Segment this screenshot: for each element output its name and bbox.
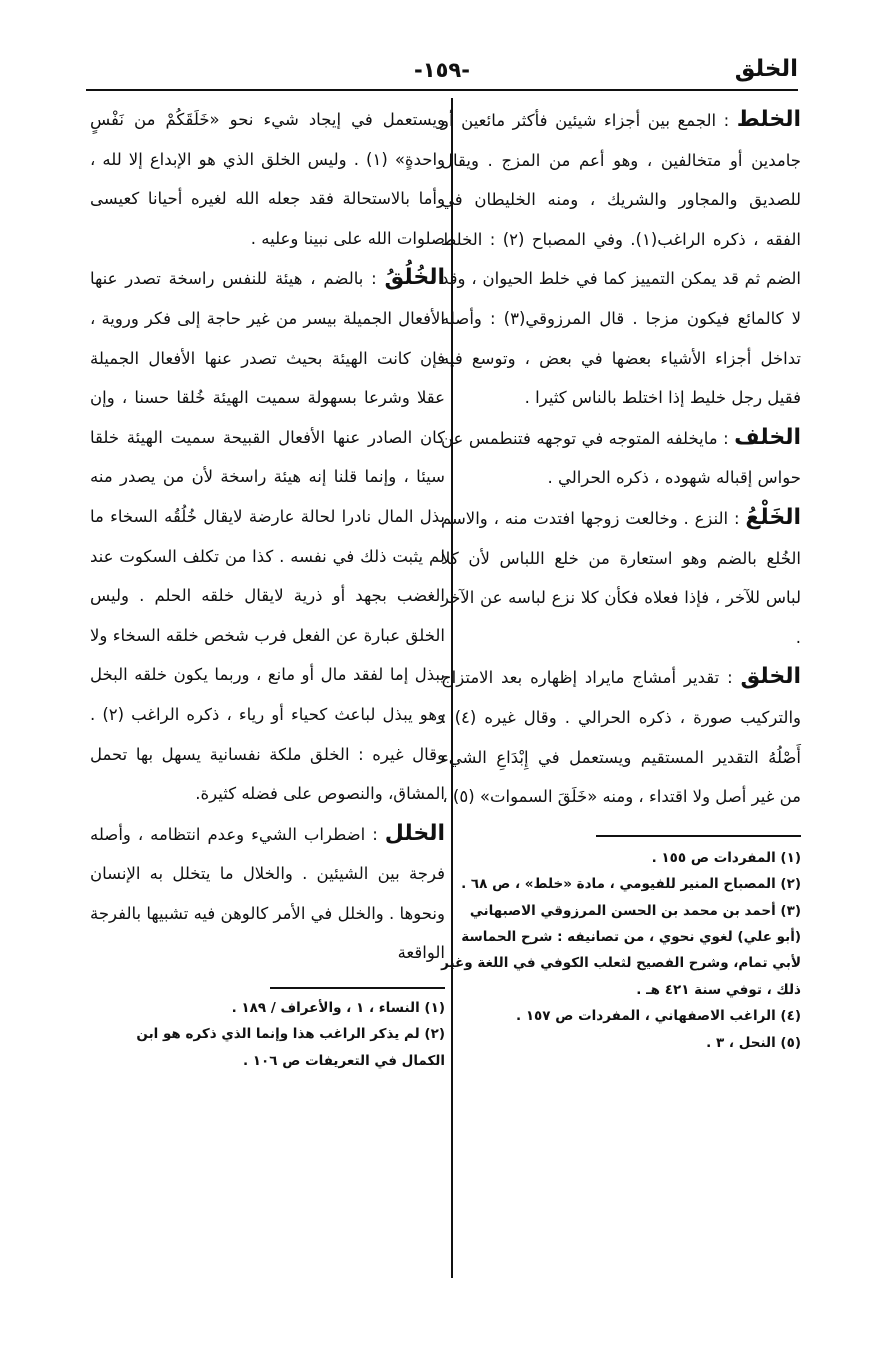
footnote: (١) المفردات ص ١٥٥ . [651, 849, 801, 866]
footnote: (٢) المصباح المنير للفيومي ، مادة «خلط» ، ص ٦٨ . [461, 876, 801, 893]
entry-headword: الخَلْعُ [745, 504, 801, 530]
entry-khalf [441, 418, 801, 498]
entry-khalq-continued [90, 100, 445, 258]
page-header [86, 52, 798, 92]
footnote: (٢) لم يذكر الراغب هذا وإنما الذي ذكره هو ابن الكمال في التعريفات ص ١٠٦ . [136, 1026, 445, 1069]
entry-headword: الخلط [736, 107, 801, 132]
entry-headword: الخُلُقُ [384, 265, 445, 291]
entry-khalt [441, 100, 801, 418]
entry-text: : الجمع بين أجزاء شيئين فأكثر مائعين أو جامدين أو متخالفين ، وهو أعم من المزج . ويقال للصديق والمجاور والشريك ، ومنه الخليطان في الفقه ، ذكره الراغب(١). وفي المصباح (٢) : الخلط الضم ثم قد يمكن التمييز كما في خلط الحيوان ، وقد لا كالمائع فيكون مزجا . قال المرزوقي(٣) : وأصله تداخل أجزاء الأشياء بعضها في بعض ، وتوسع فيه فقيل رجل خليط إذا اختلط بالناس كثيرا . [441, 111, 802, 408]
entry-headword: الخلق [740, 664, 801, 690]
entry-headword: الخلل [384, 820, 445, 846]
footnote-separator [596, 835, 801, 837]
running-head: الخلق [734, 56, 798, 82]
entry-text: : النزع . وخالعت زوجها افتدت منه ، والاسم الخُلع بالضم وهو استعارة من خلع اللباس لأن كلا لباس للآخر ، فإذا فعلاه فكأن كلا نزع لباسه عن الآخر . [441, 508, 801, 647]
entry-text: ويستعمل في إيجاد شيء نحو «خَلَقَكُمْ من نَفْسٍ واحدةٍ» (١) . وليس الخلق الذي هو الإبداع إلا لله ، وأما بالاستحالة فقد جعله الله لغيره أحيانا كعيسى صلوات الله على نبينا وعليه . [90, 110, 445, 248]
entry-text: : بالضم ، هيئة للنفس راسخة تصدر عنها الأفعال الجميلة بيسر من غير حاجة إلى فكر وروية ، فإن كانت الهيئة بحيث تصدر عنها الأفعال الجميلة عقلا وشرعا بسهولة سميت الهيئة خُلقا حسنا ، وإن كان الصادر عنها الأفعال القبيحة سميت الهيئة خلقا سيئا ، وإنما قلنا إنه هيئة راسخة لأن من يصدر منه بذل المال نادرا لحالة عارضة لايقال خُلُقُه السخاء ما لم يثبت ذلك في نفسه . كذا من تكلف السكوت عند الغضب بجهد أو ذرية لايقال خلقه الحلم . وليس الخلق عبارة عن الفعل فرب شخص خلقه السخاء ولا يبذل إما لفقد مال أو مانع ، وربما يكون خلقه البخل وهو يبذل لباعث كحياء أو رياء ، ذكره الراغب (٢) . وقال غيره : الخلق ملكة نفسانية يسهل بها تحمل المشاق، والنصوص على فضله كثيرة. [90, 269, 445, 804]
entry-khal [441, 498, 801, 657]
left-column [90, 100, 445, 1074]
footnote: (١) النساء ، ١ ، والأعراف / ١٨٩ . [231, 1000, 445, 1017]
footnote: (٥) النحل ، ٣ . [706, 1034, 801, 1051]
right-column [441, 100, 801, 1056]
footnote: (٣) أحمد بن محمد بن الحسن المرزوقي الاصبهاني (أبو علي) لغوي نحوي ، من تصانيفه : شرح الحماسة لأبي تمام، وشرح الفصيح لثعلب الكوفي في اللغة وغير ذلك ، توفي سنة ٤٢١ هـ . [441, 902, 801, 998]
entry-khalq [441, 657, 801, 816]
entry-khalal [90, 814, 445, 973]
page-number: -١٥٩- [414, 58, 470, 82]
entry-khuluq [90, 258, 445, 813]
entry-text: : اضطراب الشيء وعدم انتظامه ، وأصله فرجة بين الشيئين . والخلال ما يتخلل به الإنسان ونحوها . والخلل في الأمر كالوهن فيه تشبيها بالفرجة الواقعة [90, 824, 445, 963]
entry-text: : تقدير أمشاج مايراد إظهاره بعد الامتزاج والتركيب صورة ، ذكره الحرالي . وقال غيره (٤) : أَصْلُهُ التقدير المستقيم ويستعمل في إِبْدَاعِ الشيء من غير أصل ولا اقتداء ، ومنه «خَلَقَ السموات» (٥) ، [441, 668, 801, 807]
entry-headword: الخلف [734, 424, 801, 450]
footnote: (٤) الراغب الاصفهاني ، المفردات ص ١٥٧ . [515, 1008, 801, 1025]
header-rule [86, 89, 798, 91]
entry-text: : مايخلفه المتوجه في توجهه فتنطمس عن حواس إقباله شهوده ، ذكره الحرالي . [441, 428, 801, 488]
footnote-separator [270, 987, 445, 989]
